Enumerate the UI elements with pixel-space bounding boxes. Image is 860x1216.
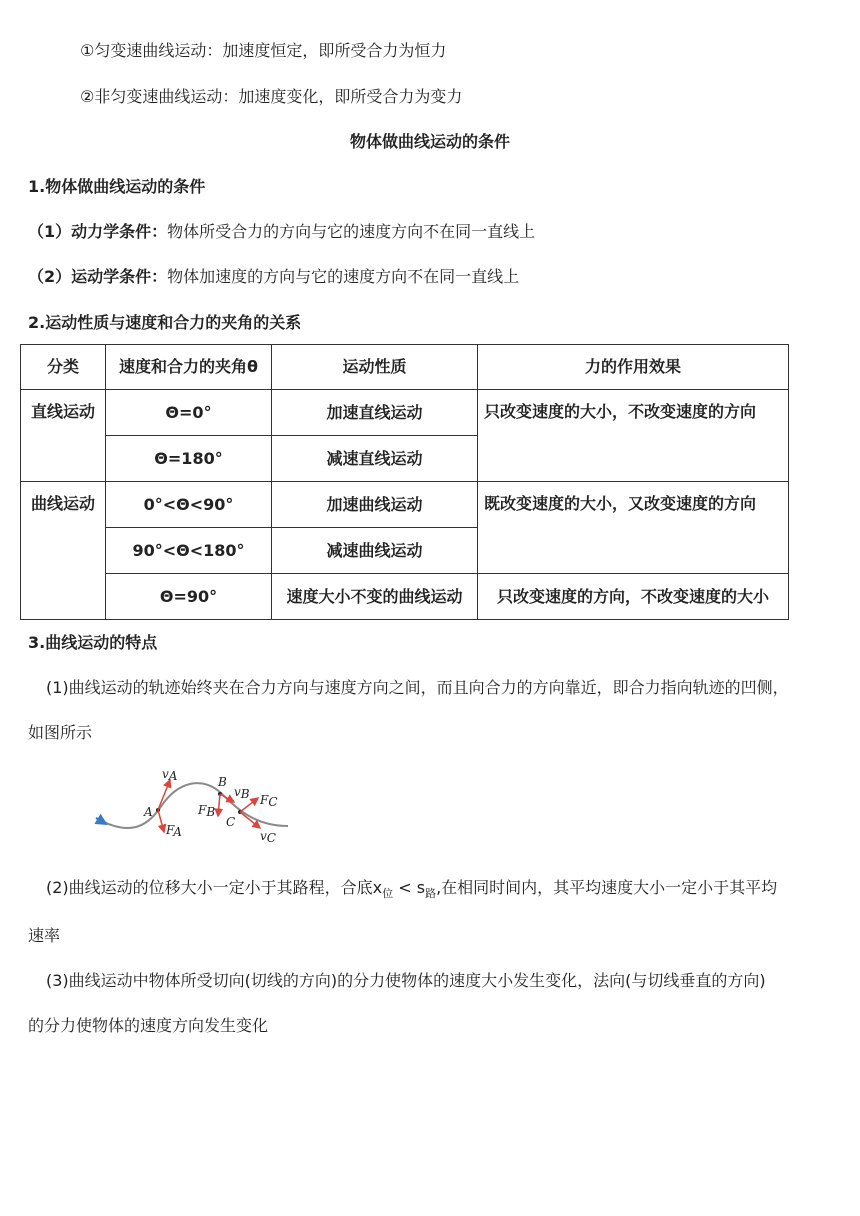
angle-cell: Θ=90° [106,574,272,620]
condition-kinematics-text: 物体加速度的方向与它的速度方向不在同一直线上 [167,267,520,286]
angle-cell: 90°<Θ<180° [106,528,272,574]
paragraph-1-line-2: 如图所示 [28,723,93,742]
velocity-b-arrow-icon [220,794,234,802]
category-curve: 曲线运动 [21,482,106,620]
effect-90: 只改变速度的方向，不改变速度的大小 [478,574,789,620]
condition-kinematics [28,266,519,288]
paragraph-2-line-2: 速率 [28,926,61,945]
category-straight: 直线运动 [21,390,106,482]
label-c: C [226,815,236,829]
nature-cell: 减速曲线运动 [272,528,478,574]
trajectory-diagram [88,766,298,848]
p2-post: ,在相同时间内，其平均速度大小一定小于其平均 [436,878,778,897]
p2-sub-path: 路 [425,887,437,901]
header-angle: 速度和合力的夹角θ [106,345,272,390]
condition-dynamics [28,221,535,243]
label-vc: vC [260,829,276,845]
header-effect: 力的作用效果 [478,345,789,390]
label-b: B [218,775,227,789]
force-a-arrow-icon [158,810,164,832]
table-header-row [21,345,789,390]
effect-curve: 既改变速度的大小，又改变速度的方向 [478,482,789,574]
paragraph-1-line-1: (1)曲线运动的轨迹始终夹在合力方向与速度方向之间，而且向合力的方向靠近，即合力指向轨迹的凹侧， [46,678,789,697]
nature-cell: 减速直线运动 [272,436,478,482]
table-row [21,482,789,528]
table-row [21,574,789,620]
item-uniform: ①匀变速曲线运动：加速度恒定，即所受合力为恒力 [80,41,447,60]
condition-kinematics-label: （2）运动学条件： [28,267,168,286]
p2-mid: < s [393,878,426,897]
heading-1: 1.物体做曲线运动的条件 [28,177,206,196]
label-va: vA [162,767,178,783]
label-fa: FA [166,823,182,839]
table-row [21,390,789,436]
condition-dynamics-label: （1）动力学条件： [28,222,168,241]
item-nonuniform: ②非匀变速曲线运动：加速度变化，即所受合力为变力 [80,87,463,106]
nature-cell: 加速直线运动 [272,390,478,436]
label-a: A [144,805,153,819]
heading-2: 2.运动性质与速度和合力的夹角的关系 [28,313,302,332]
p2-sub-displacement: 位 [382,887,394,901]
angle-cell: Θ=180° [106,436,272,482]
velocity-a-arrow-icon [158,780,170,810]
label-vb: vB [234,785,250,801]
condition-dynamics-text: 物体所受合力的方向与它的速度方向不在同一直线上 [167,222,536,241]
header-category: 分类 [21,345,106,390]
motion-table [20,344,789,620]
paragraph-2-line-1 [46,877,777,905]
section-title: 物体做曲线运动的条件 [349,132,510,151]
force-b-arrow-icon [218,794,220,816]
nature-cell: 速度大小不变的曲线运动 [272,574,478,620]
direction-arrow-icon [96,818,106,824]
heading-3: 3.曲线运动的特点 [28,633,158,652]
paragraph-3-line-1: (3)曲线运动中物体所受切向(切线的方向)的分力使物体的速度大小发生变化，法向(与切线垂直的方向) [46,971,766,990]
label-fc: FC [260,793,278,809]
paragraph-3-line-2: 的分力使物体的速度方向发生变化 [28,1016,269,1035]
effect-straight: 只改变速度的大小，不改变速度的方向 [478,390,789,482]
header-nature: 运动性质 [272,345,478,390]
angle-cell: Θ=0° [106,390,272,436]
angle-cell: 0°<Θ<90° [106,482,272,528]
nature-cell: 加速曲线运动 [272,482,478,528]
label-fb: FB [198,803,216,819]
p2-pre: (2)曲线运动的位移大小一定小于其路程，合底x [46,878,383,897]
